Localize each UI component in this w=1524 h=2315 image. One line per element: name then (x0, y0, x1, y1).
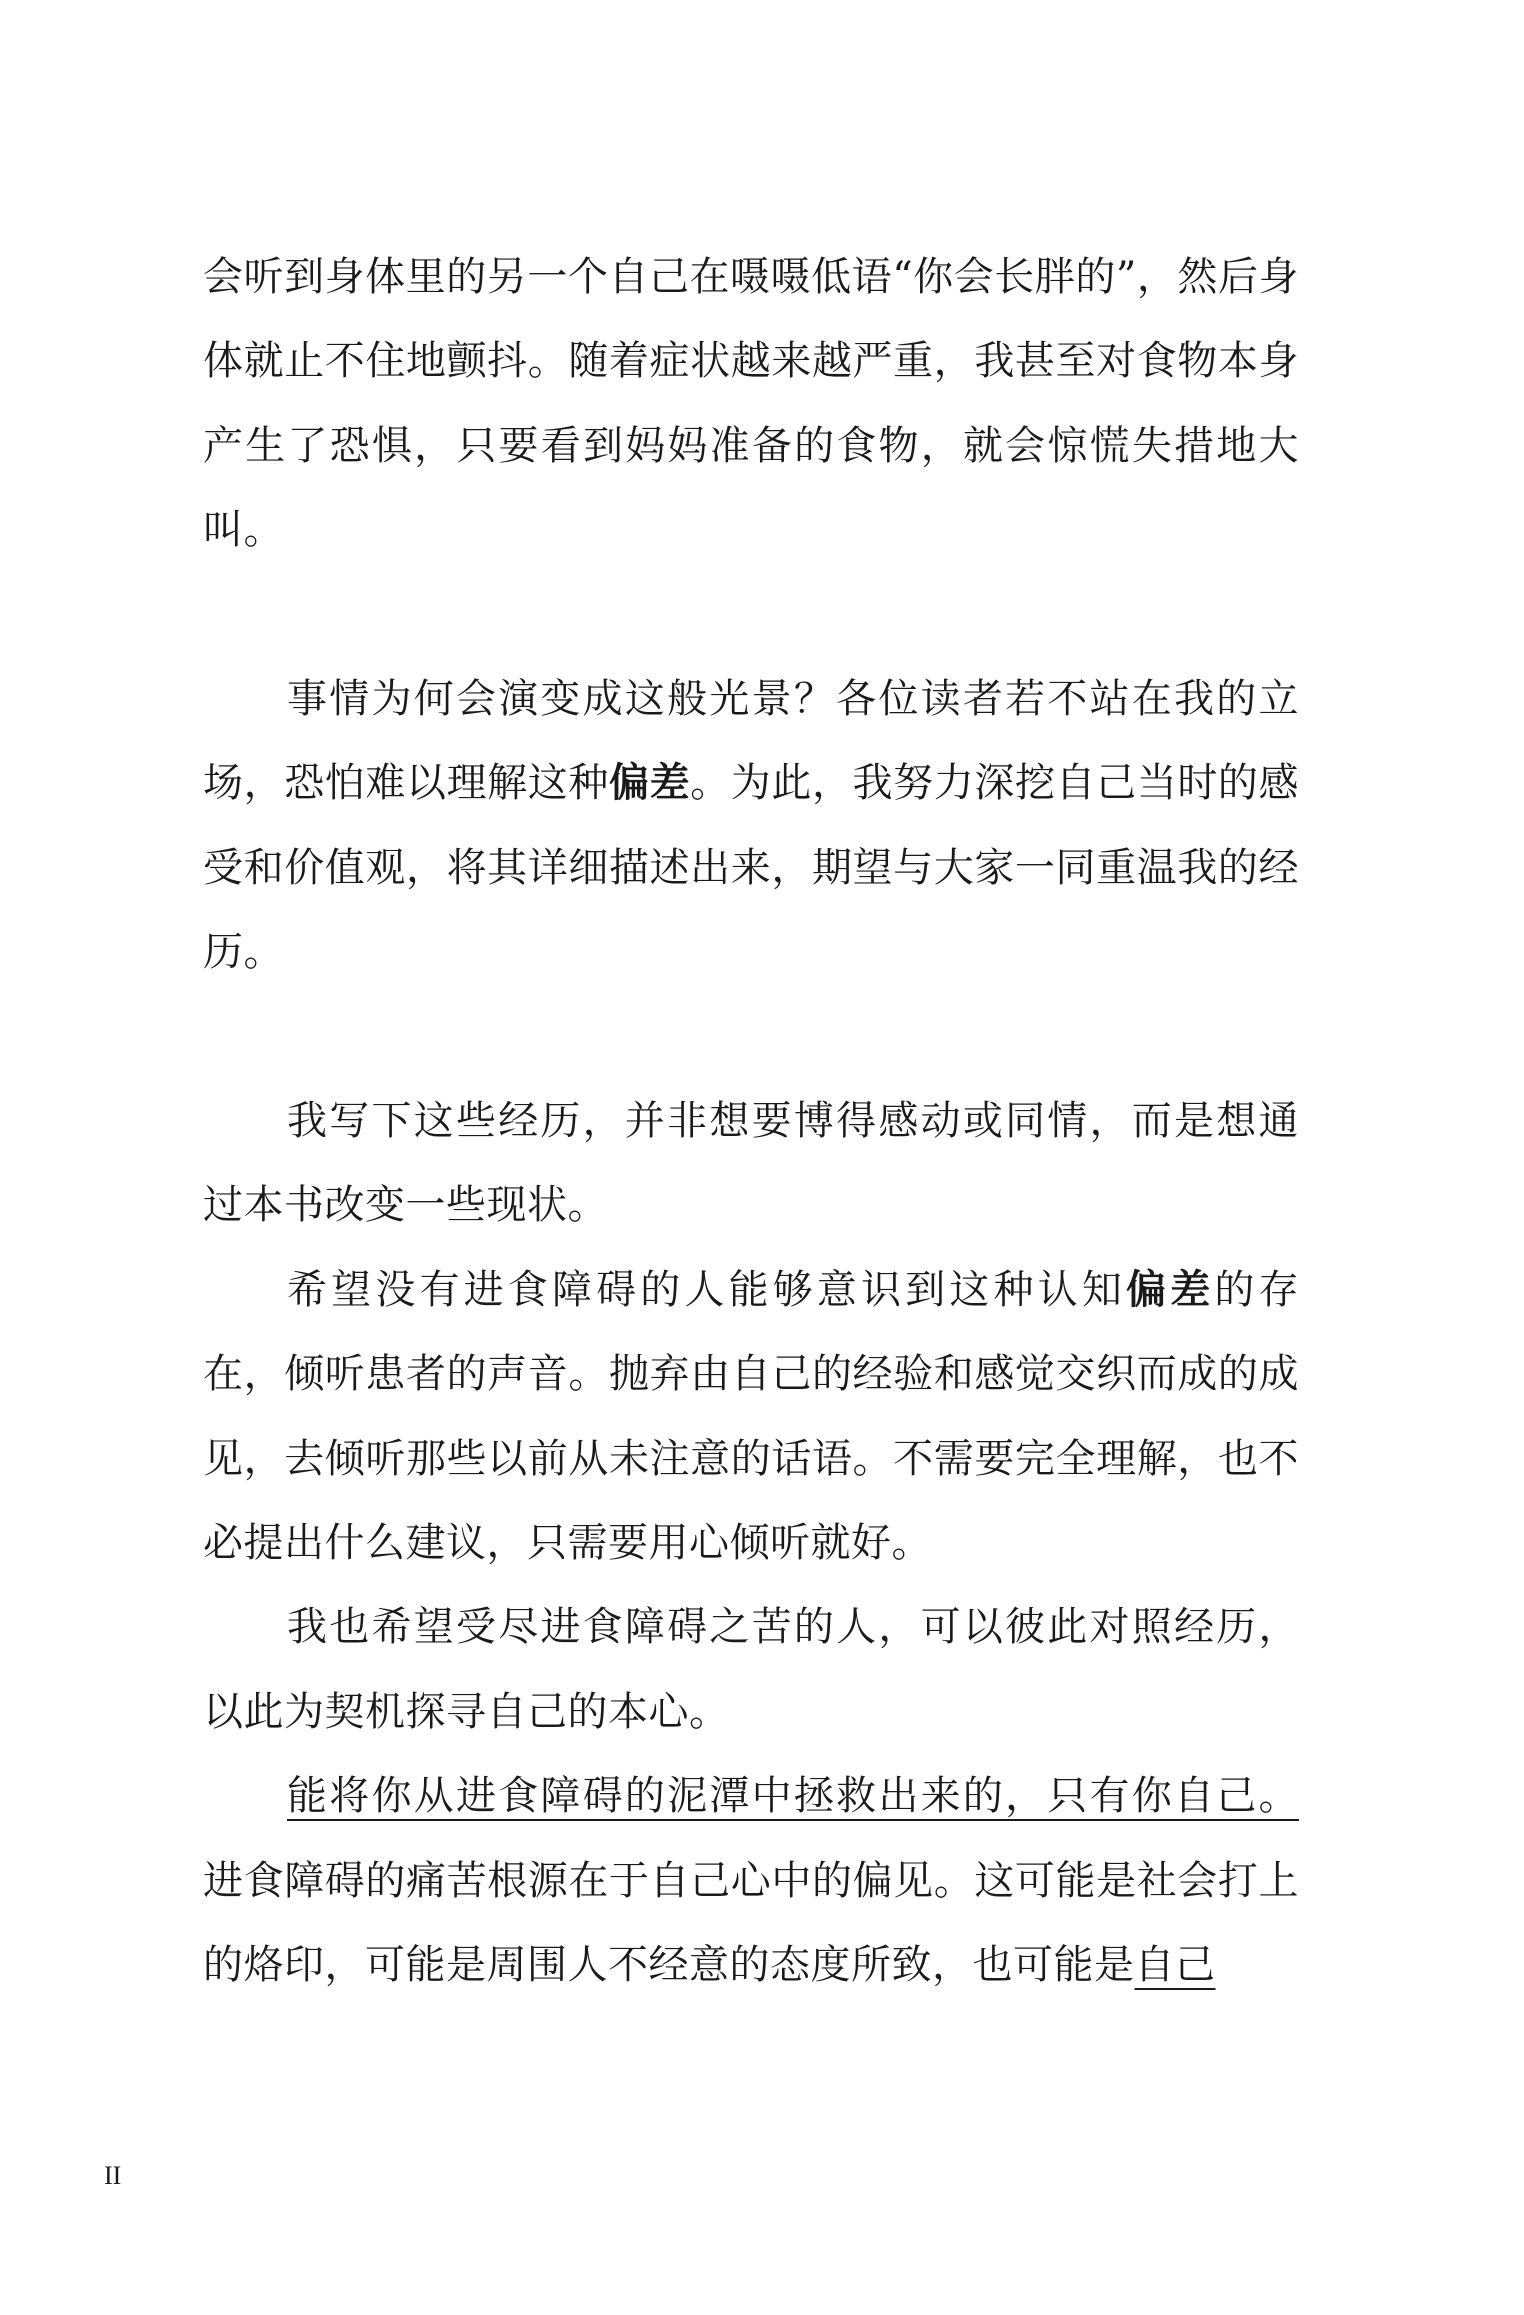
underlined-sentence: 能将你从进食障碍的泥潭中拯救出来的，只有你自己。 (287, 1773, 1299, 1820)
body-text (203, 235, 1299, 2008)
page-number: II (104, 2161, 122, 2190)
paragraph: 我也希望受尽进食障碍之苦的人，可以彼此对照经历，以此为契机探寻自己的本心。 (203, 1604, 1299, 1735)
emphasized-term: 偏差 (1126, 1265, 1215, 1313)
paragraph-continuation: 会听到身体里的另一个自己在嗫嗫低语“你会长胖的”，然后身体就止不住地颤抖。随着症状越来越严重，我甚至对食物本身产生了恐惧，只要看到妈妈准备的食物，就会惊慌失措地大叫。 (203, 254, 1299, 554)
paragraph-text: 事情为何会演变成这般光景？各位读者若不站在我的立场，恐怕难以理解这种 (203, 676, 1299, 807)
paragraph-text: 进食障碍的痛苦根源在于自己心中的偏见。这可能是社会打上的烙印，可能是周围人不经意的态度所致，也可能是 (203, 1857, 1299, 1989)
paragraph (203, 1248, 1299, 1586)
paragraph (203, 657, 1299, 995)
paragraph: 我写下这些经历，并非想要博得感动或同情，而是想通过本书改变一些现状。 (203, 1098, 1299, 1229)
emphasized-term: 偏差 (608, 759, 691, 807)
paragraph-gap (203, 995, 1299, 1079)
underlined-text: 自己 (1134, 1942, 1216, 1989)
paragraph-text: 。为此，我努力深挖自己当时的感受和价值观，将其详细描述出来，期望与大家一同重温我的经历。 (203, 760, 1300, 976)
paragraph-text: 的存在，倾听患者的声音。抛弃由自己的经验和感觉交织而成的成见，去倾听那些以前从未注意的话语。不需要完全理解，也不必提出什么建议，只需要用心倾听就好。 (203, 1266, 1300, 1567)
paragraph (203, 1754, 1299, 2007)
paragraph-gap (203, 573, 1299, 657)
paragraph-text: 希望没有进食障碍的人能够意识到这种认知 (287, 1266, 1127, 1313)
